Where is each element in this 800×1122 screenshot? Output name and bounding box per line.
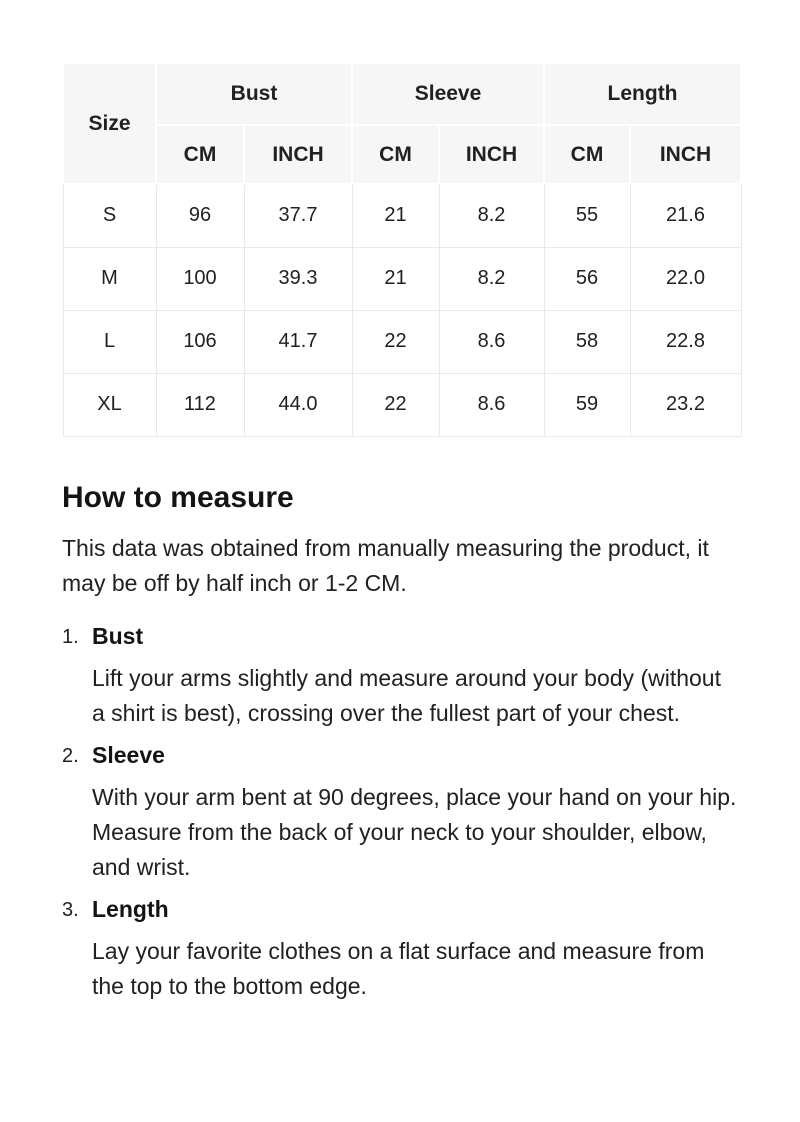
value-cell: 96 [156,184,244,247]
value-cell: 21 [352,247,439,310]
item-description: With your arm bent at 90 degrees, place your hand on your hip. Measure from the back of your neck to your shoulder, elbow, and wrist. [92,783,737,880]
header-group-bust: Bust [156,63,352,125]
header-unit-sleeve-inch: INCH [439,125,544,184]
list-item-length [62,896,740,1004]
table-row-m [63,247,741,310]
value-cell: 100 [156,247,244,310]
table-row-xl [63,373,741,436]
item-description: Lift your arms slightly and measure around your body (without a shirt is best), crossing over the fullest part of your chest. [92,664,721,726]
header-unit-bust-inch: INCH [244,125,352,184]
value-cell: 22 [352,310,439,373]
value-cell: 59 [544,373,630,436]
measure-list [62,623,740,1004]
item-number: 1. [62,625,79,648]
list-item-bust [62,623,740,731]
header-unit-length-cm: CM [544,125,630,184]
section-heading: How to measure [62,480,294,514]
intro-paragraph: This data was obtained from manually measuring the product, it may be off by half inch or 1-2 CM. [62,534,709,596]
value-cell: 112 [156,373,244,436]
value-cell: 41.7 [244,310,352,373]
item-content [92,896,740,1004]
item-number: 3. [62,898,79,921]
value-cell: 106 [156,310,244,373]
header-unit-bust-cm: CM [156,125,244,184]
value-cell: 44.0 [244,373,352,436]
value-cell: 56 [544,247,630,310]
header-group-sleeve: Sleeve [352,63,544,125]
header-unit-length-inch: INCH [630,125,741,184]
size-cell: S [63,184,156,247]
value-cell: 21.6 [630,184,741,247]
list-item-sleeve [62,742,740,885]
value-cell: 8.2 [439,184,544,247]
value-cell: 22.0 [630,247,741,310]
size-cell: M [63,247,156,310]
value-cell: 22 [352,373,439,436]
value-cell: 37.7 [244,184,352,247]
table-row-l [63,310,741,373]
item-title: Sleeve [92,741,165,768]
item-description: Lay your favorite clothes on a flat surface and measure from the top to the bottom edge. [92,937,705,999]
size-cell: L [63,310,156,373]
value-cell: 23.2 [630,373,741,436]
value-cell: 21 [352,184,439,247]
value-cell: 8.2 [439,247,544,310]
value-cell: 55 [544,184,630,247]
item-number: 2. [62,744,79,767]
size-chart-table [62,62,742,437]
item-content [92,742,740,885]
value-cell: 22.8 [630,310,741,373]
header-size: Size [63,63,156,184]
item-title: Length [92,895,169,922]
item-title: Bust [92,622,144,649]
header-unit-sleeve-cm: CM [352,125,439,184]
value-cell: 39.3 [244,247,352,310]
value-cell: 58 [544,310,630,373]
value-cell: 8.6 [439,310,544,373]
value-cell: 8.6 [439,373,544,436]
table-row-s [63,184,741,247]
header-group-length: Length [544,63,741,125]
item-content [92,623,740,731]
size-cell: XL [63,373,156,436]
